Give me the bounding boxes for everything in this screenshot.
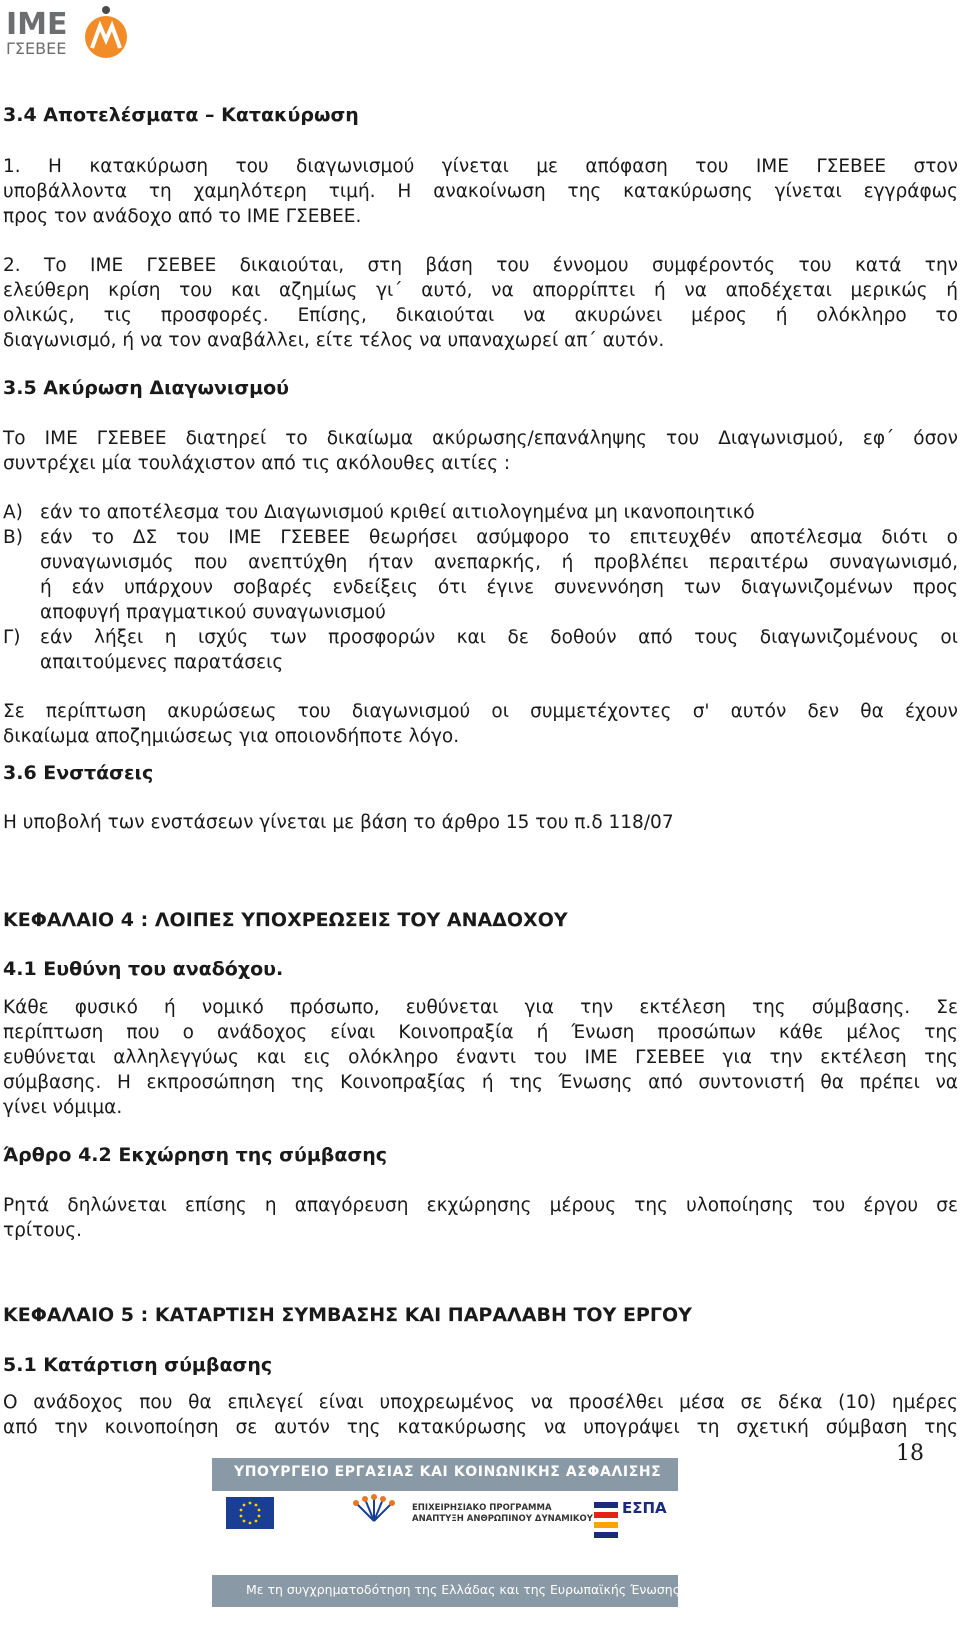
text-line: ευθύνεται αλληλεγγύως και εις ολόκληρο έναντι του ΙΜΕ ΓΣΕΒΕΕ για την εκτέλεση της — [3, 1047, 958, 1068]
program-label — [412, 1503, 593, 1525]
text-line: προς τον ανάδοχο από το ΙΜΕ ΓΣΕΒΕΕ. — [3, 206, 362, 227]
espa-label: ΕΣΠΑ — [622, 1499, 667, 1517]
text-line: 1. Η κατακύρωση του διαγωνισμού γίνεται με απόφαση του ΙΜΕ ΓΣΕΒΕΕ στον — [3, 156, 958, 177]
funding-label: Με τη συγχρηματοδότηση της Ελλάδας και της Ευρωπαϊκής Ένωσης — [246, 1582, 681, 1597]
text-line: ολικώς, τις προσφορές. Επίσης, δικαιούται να ακυρώνει μέρος ή ολόκληρο το — [3, 305, 958, 326]
text-line: εάν το αποτέλεσμα του Διαγωνισμού κριθεί αιτιολογημένα μη ικανοποιητικό — [40, 502, 755, 523]
text-line: σύμβασης. Η εκπροσώπηση της Κοινοπραξίας ή της Ένωσης από συντονιστή θα πρέπει να — [3, 1072, 958, 1093]
s34-paragraph-1 — [3, 154, 958, 229]
text-line: απαιτούμενες παρατάσεις — [40, 652, 284, 673]
funding-footer-banner — [212, 1443, 681, 1624]
s42-text — [3, 1193, 958, 1243]
page-number: 18 — [896, 1441, 924, 1466]
logo-text-gsevee: ΓΣΕΒΕΕ — [6, 39, 67, 58]
list-label: Β) — [3, 527, 23, 548]
text-line: εάν το ΔΣ του ΙΜΕ ΓΣΕΒΕΕ θεωρήσει ασύμφορο το επιτευχθέν αποτέλεσμα διότι ο — [40, 527, 958, 548]
text-line: Ρητά δηλώνεται επίσης η απαγόρευση εκχώρησης μέρους της υλοποίησης του έργου σε — [3, 1195, 958, 1216]
text-line: περίπτωση που ο ανάδοχος είναι Κοινοπραξία ή Ένωση προσώπων κάθε μέλος της — [3, 1022, 958, 1043]
section-3-5-heading: 3.5 Ακύρωση Διαγωνισμού — [3, 377, 289, 399]
text-line: τρίτους. — [3, 1220, 83, 1241]
text-line: Ο ανάδοχος που θα επιλεγεί είναι υποχρεωμένος να προσέλθει μέσα σε δέκα (10) ημέρες — [3, 1392, 958, 1413]
text-line: ελεύθερη κρίση του και αζημίως γι΄ αυτό, να απορρίπτει ή να αποδέχεται μερικώς ή — [3, 280, 958, 301]
text-line: Η υποβολή των ενστάσεων γίνεται με βάση το άρθρο 15 του π.δ 118/07 — [3, 812, 674, 833]
text-line: Κάθε φυσικό ή νομικό πρόσωπο, ευθύνεται για την εκτέλεση της σύμβασης. Σε — [3, 997, 958, 1018]
text-line: συναγωνισμός που ανεπτύχθη ήταν ανεπαρκής, ή προβλέπει περαιτέρω συναγωνισμό, — [40, 552, 958, 573]
funding-band — [212, 1575, 681, 1607]
s41-text — [3, 995, 958, 1120]
section-3-4-heading: 3.4 Αποτελέσματα – Κατακύρωση — [3, 104, 359, 126]
list-label: Α) — [3, 502, 23, 523]
s51-text — [3, 1390, 958, 1440]
text-line: από την κοινοποίηση σε αυτόν της κατακύρωσης να υπογράψει τη σχετική σύμβαση της — [3, 1417, 958, 1438]
logo-dot — [102, 6, 110, 14]
text-line: γίνει νόμιμα. — [3, 1097, 123, 1118]
logo-text-ime: ΙΜΕ — [6, 7, 68, 42]
text-line: 2. Το ΙΜΕ ΓΣΕΒΕΕ δικαιούται, στη βάση του έννομου συμφέροντός του κατά την — [3, 255, 958, 276]
program-line: ΕΠΙΧΕΙΡΗΣΙΑΚΟ ΠΡΟΓΡΑΜΜΑ — [412, 1503, 552, 1513]
s35-intro — [3, 426, 958, 476]
text-line: υποβάλλοντα τη χαμηλότερη τιμή. Η ανακοίνωση της κατακύρωσης γίνεται εγγράφως — [3, 181, 958, 202]
text-line: δικαίωμα αποζημιώσεως για οποιονδήποτε λόγο. — [3, 726, 460, 747]
section-4-1-heading: 4.1 Ευθύνη του αναδόχου. — [3, 958, 284, 980]
article-4-2-heading: Άρθρο 4.2 Εκχώρηση της σύμβασης — [3, 1144, 388, 1166]
list-label: Γ) — [3, 627, 21, 648]
text-line: αποφυγή πραγματικού συναγωνισμού — [40, 602, 386, 623]
text-line: εάν λήξει η ισχύς των προσφορών και δε δοθούν από τους διαγωνιζομένους οι — [40, 627, 958, 648]
ime-gsevee-logo — [6, 4, 132, 60]
text-line: ή εάν υπάρχουν σοβαρές ενδείξεις ότι έγινε συνεννόηση των διαγωνιζομένων προς — [40, 577, 958, 598]
program-emblem-icon — [348, 1493, 400, 1525]
section-5-1-heading: 5.1 Κατάρτιση σύμβασης — [3, 1354, 273, 1376]
ministry-band — [212, 1458, 678, 1491]
text-line: Το ΙΜΕ ΓΣΕΒΕΕ διατηρεί το δικαίωμα ακύρωσης/επανάληψης του Διαγωνισμού, εφ΄ όσον — [3, 428, 958, 449]
text-line: Σε περίπτωση ακυρώσεως του διαγωνισμού οι συμμετέχοντες σ' αυτόν δεν θα έχουν — [3, 701, 958, 722]
s34-paragraph-2 — [3, 253, 958, 353]
text-line: συντρέχει μία τουλάχιστον από τις ακόλουθες αιτίες : — [3, 453, 511, 474]
chapter-5-heading: ΚΕΦΑΛΑΙΟ 5 : ΚΑΤΑΡΤΙΣΗ ΣΥΜΒΑΣΗΣ ΚΑΙ ΠΑΡΑΛΑΒΗ ΤΟΥ ΕΡΓΟΥ — [3, 1304, 692, 1326]
program-line: ΑΝΑΠΤΥΞΗ ΑΝΘΡΩΠΙΝΟΥ ΔΥΝΑΜΙΚΟΥ — [412, 1514, 593, 1524]
s35-closing — [3, 699, 958, 749]
text-line: διαγωνισμό, ή να τον αναβάλλει, είτε τέλος να υπαναχωρεί απ΄ αυτόν. — [3, 330, 665, 351]
s36-text — [3, 810, 958, 835]
section-3-6-heading: 3.6 Ενστάσεις — [3, 762, 154, 784]
ministry-label: ΥΠΟΥΡΓΕΙΟ ΕΡΓΑΣΙΑΣ ΚΑΙ ΚΟΙΝΩΝΙΚΗΣ ΑΣΦΑΛΙΣΗΣ — [234, 1464, 662, 1480]
eu-flag-icon — [226, 1497, 274, 1529]
chapter-4-heading: ΚΕΦΑΛΑΙΟ 4 : ΛΟΙΠΕΣ ΥΠΟΧΡΕΩΣΕΙΣ ΤΟΥ ΑΝΑΔΟΧΟΥ — [3, 909, 568, 931]
